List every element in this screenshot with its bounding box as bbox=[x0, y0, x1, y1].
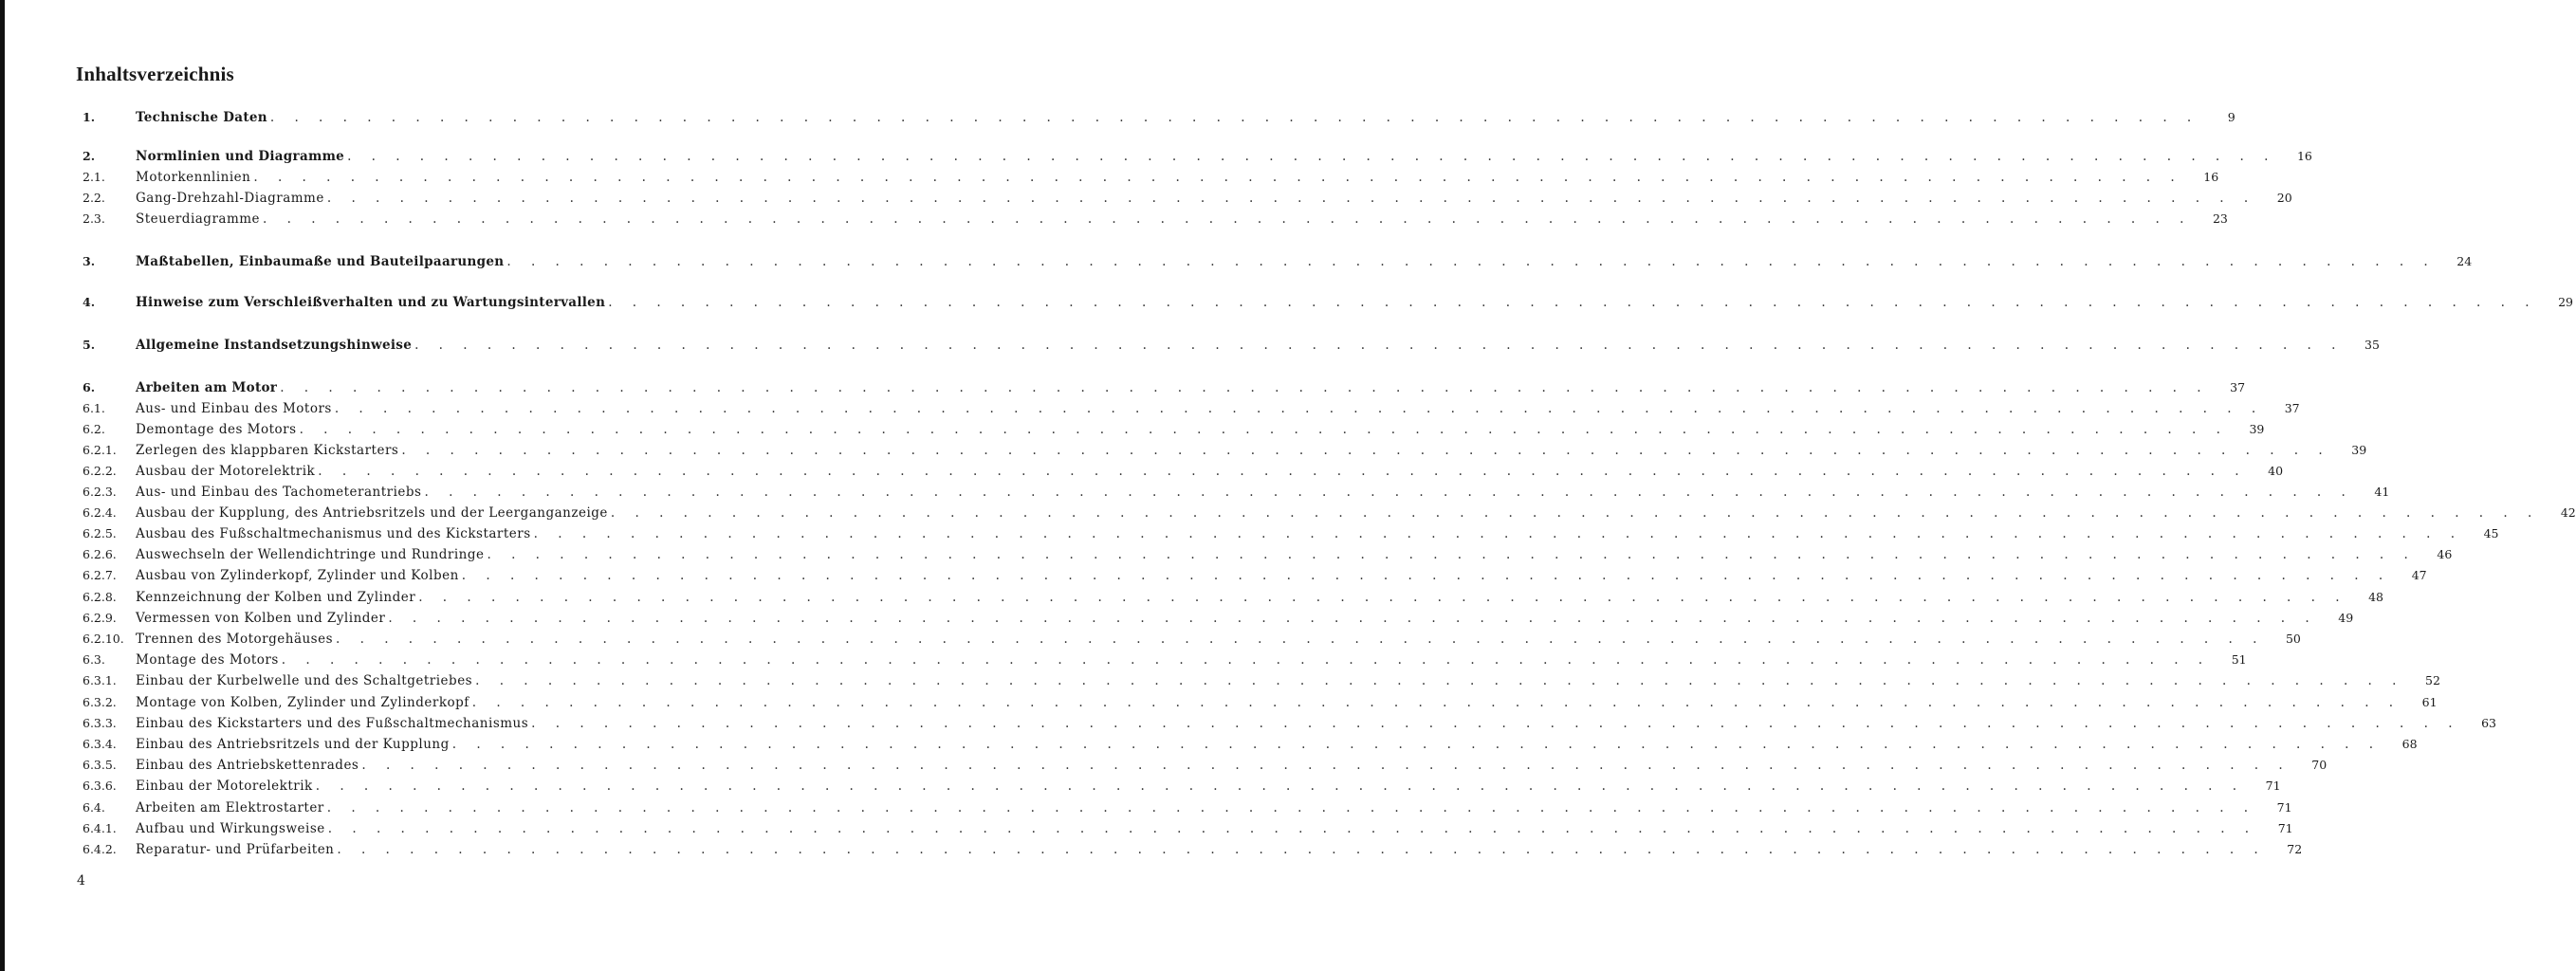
toc-entry-title: Trennen des Motorgehäuses bbox=[136, 632, 334, 647]
toc-entry-number: 6.3.3. bbox=[83, 716, 117, 730]
toc-entry-page: 47 bbox=[2411, 568, 2427, 582]
toc-entry-page: 51 bbox=[2231, 652, 2247, 667]
toc-entry bbox=[83, 671, 2440, 690]
toc-entry bbox=[83, 524, 2499, 543]
toc-entry-title: Montage des Motors bbox=[136, 652, 279, 668]
toc-entry bbox=[83, 735, 2418, 754]
toc-entry-title: Einbau des Kickstarters und des Fußschaltmechanismus bbox=[136, 716, 529, 731]
toc-entry-number: 6. bbox=[83, 380, 96, 394]
toc-entry-number: 6.2.2. bbox=[83, 464, 117, 478]
toc-entry bbox=[83, 650, 2247, 669]
toc-entry-page: 72 bbox=[2287, 842, 2303, 856]
toc-entry-number: 6.3.2. bbox=[83, 695, 117, 709]
toc-entry-title: Arbeiten am Motor bbox=[136, 380, 278, 395]
dot-leader bbox=[401, 441, 2330, 460]
toc-entry-title: Einbau der Kurbelwelle und des Schaltgetriebes bbox=[136, 673, 473, 688]
toc-entry bbox=[83, 566, 2427, 585]
toc-entry bbox=[83, 693, 2438, 712]
toc-entry-title: Motorkennlinien bbox=[136, 170, 251, 185]
dot-leader bbox=[337, 840, 2266, 859]
toc-entry-page: 20 bbox=[2276, 191, 2292, 205]
toc-entry-title: Ausbau des Fußschaltmechanismus und des Kickstarters bbox=[136, 526, 531, 541]
toc-entry-page: 35 bbox=[2364, 338, 2380, 352]
dot-leader bbox=[318, 462, 2247, 481]
toc-entry-title: Gang-Drehzahl-Diagramme bbox=[136, 191, 324, 206]
toc-entry-number: 6.2.6. bbox=[83, 547, 117, 561]
scan-left-edge bbox=[0, 0, 5, 971]
toc-entry-number: 2.2. bbox=[83, 191, 105, 205]
toc-entry-title: Aufbau und Wirkungsweise bbox=[136, 821, 325, 836]
toc-entry-title: Demontage des Motors bbox=[136, 422, 297, 437]
toc-entry-number: 6.3.4. bbox=[83, 737, 117, 751]
dot-leader bbox=[414, 336, 2344, 355]
toc-entry-number: 2. bbox=[83, 149, 96, 163]
toc-entry-title: Kennzeichnung der Kolben und Zylinder bbox=[136, 590, 416, 605]
toc-entry-page: 40 bbox=[2268, 464, 2284, 478]
toc-entry-title: Vermessen von Kolben und Zylinder bbox=[136, 611, 386, 626]
toc-entry-number: 5. bbox=[83, 338, 96, 352]
toc-entry-number: 6.3.5. bbox=[83, 758, 117, 772]
toc-entry bbox=[83, 462, 2284, 481]
dot-leader bbox=[388, 609, 2317, 628]
toc-entry-page: 42 bbox=[2560, 505, 2576, 520]
toc-entry-page: 39 bbox=[2249, 422, 2265, 436]
toc-entry-title: Ausbau der Motorelektrik bbox=[136, 464, 316, 479]
toc-entry bbox=[83, 483, 2390, 502]
toc-entry-title: Aus- und Einbau des Motors bbox=[136, 401, 332, 416]
toc-entry-number: 4. bbox=[83, 295, 96, 309]
page-number: 4 bbox=[77, 873, 85, 889]
toc-entry-number: 1. bbox=[83, 110, 96, 124]
toc-entry-page: 70 bbox=[2311, 758, 2328, 772]
toc-entry bbox=[83, 399, 2300, 418]
toc-entry-number: 6.3. bbox=[83, 652, 105, 667]
toc-entry-number: 2.1. bbox=[83, 170, 105, 184]
toc-entry bbox=[83, 798, 2292, 817]
toc-entry-page: 49 bbox=[2338, 611, 2354, 625]
dot-leader bbox=[361, 756, 2291, 775]
toc-entry bbox=[83, 609, 2354, 628]
toc-entry-page: 24 bbox=[2456, 254, 2473, 268]
toc-entry-title: Einbau des Antriebsritzels und der Kupplung bbox=[136, 737, 450, 752]
toc-entry-number: 6.2.10. bbox=[83, 632, 124, 646]
toc-entry bbox=[83, 714, 2496, 733]
toc-entry bbox=[83, 108, 2236, 127]
toc-entry-title: Ausbau der Kupplung, des Antriebsritzels und der Leerganganzeige bbox=[136, 505, 608, 521]
toc-entry-page: 16 bbox=[2203, 170, 2219, 184]
toc-entry-page: 45 bbox=[2483, 526, 2499, 540]
dot-leader bbox=[335, 399, 2264, 418]
dot-leader bbox=[425, 483, 2354, 502]
toc-entry bbox=[83, 630, 2301, 649]
dot-leader bbox=[534, 524, 2463, 543]
toc-entry-page: 71 bbox=[2277, 821, 2293, 835]
dot-leader bbox=[270, 108, 2199, 127]
toc-entry-page: 37 bbox=[2284, 401, 2300, 415]
dot-leader bbox=[327, 798, 2256, 817]
toc-entry bbox=[83, 420, 2265, 439]
dot-leader bbox=[336, 630, 2265, 649]
dot-leader bbox=[531, 714, 2460, 733]
toc-entry bbox=[83, 210, 2228, 229]
toc-entry-number: 6.2.3. bbox=[83, 485, 117, 499]
toc-entry-title: Technische Daten bbox=[136, 110, 267, 125]
toc-entry-number: 6.2.7. bbox=[83, 568, 117, 582]
toc-entry bbox=[83, 378, 2246, 397]
dot-leader bbox=[418, 588, 2347, 607]
toc-entry-number: 6.3.1. bbox=[83, 673, 117, 687]
toc-entry-title: Arbeiten am Elektrostarter bbox=[136, 800, 324, 815]
toc-entry-number: 6.2.8. bbox=[83, 590, 117, 604]
toc-entry bbox=[83, 840, 2303, 859]
page-title: Inhaltsverzeichnis bbox=[76, 63, 234, 85]
toc-entry-title: Aus- und Einbau des Tachometerantriebs bbox=[136, 485, 422, 500]
toc-entry-number: 6.2.9. bbox=[83, 611, 117, 625]
toc-entry-page: 71 bbox=[2265, 779, 2281, 793]
toc-entry-number: 6.4. bbox=[83, 800, 105, 815]
toc-entry-page: 52 bbox=[2425, 673, 2440, 687]
toc-entry bbox=[83, 252, 2473, 271]
toc-entry-page: 16 bbox=[2296, 149, 2312, 163]
toc-entry-number: 6.2.4. bbox=[83, 505, 117, 520]
toc-entry-page: 29 bbox=[2558, 295, 2573, 309]
toc-entry bbox=[83, 441, 2367, 460]
toc-entry-title: Zerlegen des klappbaren Kickstarters bbox=[136, 443, 399, 458]
toc-entry bbox=[83, 336, 2380, 355]
dot-leader bbox=[327, 189, 2256, 208]
toc-entry-page: 23 bbox=[2212, 211, 2228, 226]
toc-entry-number: 6.2.5. bbox=[83, 526, 117, 540]
toc-entry bbox=[83, 588, 2384, 607]
toc-entry bbox=[83, 756, 2328, 775]
dot-leader bbox=[506, 252, 2436, 271]
dot-leader bbox=[462, 566, 2391, 585]
toc-entry-page: 41 bbox=[2374, 485, 2390, 499]
toc-entry-number: 6.4.2. bbox=[83, 842, 117, 856]
toc-entry-title: Hinweise zum Verschleißverhalten und zu Wartungsintervallen bbox=[136, 295, 606, 310]
toc-entry-title: Einbau des Antriebskettenrades bbox=[136, 758, 359, 773]
toc-entry bbox=[83, 819, 2293, 838]
toc-entry-title: Reparatur- und Prüfarbeiten bbox=[136, 842, 335, 857]
dot-leader bbox=[347, 147, 2276, 166]
toc-entry-number: 3. bbox=[83, 254, 96, 268]
toc-entry-title: Allgemeine Instandsetzungshinweise bbox=[136, 338, 413, 353]
dot-leader bbox=[328, 819, 2257, 838]
dot-leader bbox=[300, 420, 2229, 439]
toc-entry-number: 6.2.1. bbox=[83, 443, 117, 457]
toc-entry-page: 63 bbox=[2481, 716, 2496, 730]
toc-entry-title: Auswechseln der Wellendichtringe und Rundringe bbox=[136, 547, 485, 562]
toc-entry bbox=[83, 504, 2576, 522]
toc-entry-number: 6.4.1. bbox=[83, 821, 117, 835]
toc-entry bbox=[83, 293, 2573, 312]
dot-leader bbox=[253, 168, 2182, 187]
toc-entry bbox=[83, 189, 2292, 208]
toc-entry bbox=[83, 777, 2281, 796]
dot-leader bbox=[611, 504, 2540, 522]
toc-entry-page: 68 bbox=[2401, 737, 2418, 751]
toc-entry-page: 37 bbox=[2230, 380, 2246, 394]
toc-entry bbox=[83, 545, 2453, 564]
toc-entry-number: 2.3. bbox=[83, 211, 105, 226]
toc-entry-title: Ausbau von Zylinderkopf, Zylinder und Kolben bbox=[136, 568, 459, 583]
toc-entry bbox=[83, 147, 2312, 166]
toc-entry-title: Einbau der Motorelektrik bbox=[136, 779, 313, 794]
toc-entry bbox=[83, 168, 2219, 187]
toc-entry-title: Steuerdiagramme bbox=[136, 211, 261, 227]
dot-leader bbox=[488, 545, 2417, 564]
toc-entry-page: 9 bbox=[2227, 110, 2236, 124]
dot-leader bbox=[316, 777, 2245, 796]
toc-entry-title: Maßtabellen, Einbaumaße und Bauteilpaarungen bbox=[136, 254, 505, 269]
dot-leader bbox=[263, 210, 2192, 229]
toc-entry-title: Montage von Kolben, Zylinder und Zylinderkopf bbox=[136, 695, 469, 710]
toc-entry-page: 61 bbox=[2421, 695, 2438, 709]
toc-entry-page: 71 bbox=[2276, 800, 2292, 815]
dot-leader bbox=[280, 378, 2209, 397]
dot-leader bbox=[452, 735, 2382, 754]
toc-entry-page: 50 bbox=[2285, 632, 2301, 646]
toc-entry-page: 48 bbox=[2368, 590, 2384, 604]
dot-leader bbox=[472, 693, 2401, 712]
dot-leader bbox=[608, 293, 2537, 312]
toc-entry-page: 39 bbox=[2351, 443, 2367, 457]
toc-entry-number: 6.3.6. bbox=[83, 779, 117, 793]
toc-entry-page: 46 bbox=[2437, 547, 2453, 561]
dot-leader bbox=[282, 650, 2211, 669]
toc-entry-title: Normlinien und Diagramme bbox=[136, 149, 345, 164]
toc-entry-number: 6.2. bbox=[83, 422, 105, 436]
dot-leader bbox=[475, 671, 2404, 690]
toc-entry-number: 6.1. bbox=[83, 401, 105, 415]
